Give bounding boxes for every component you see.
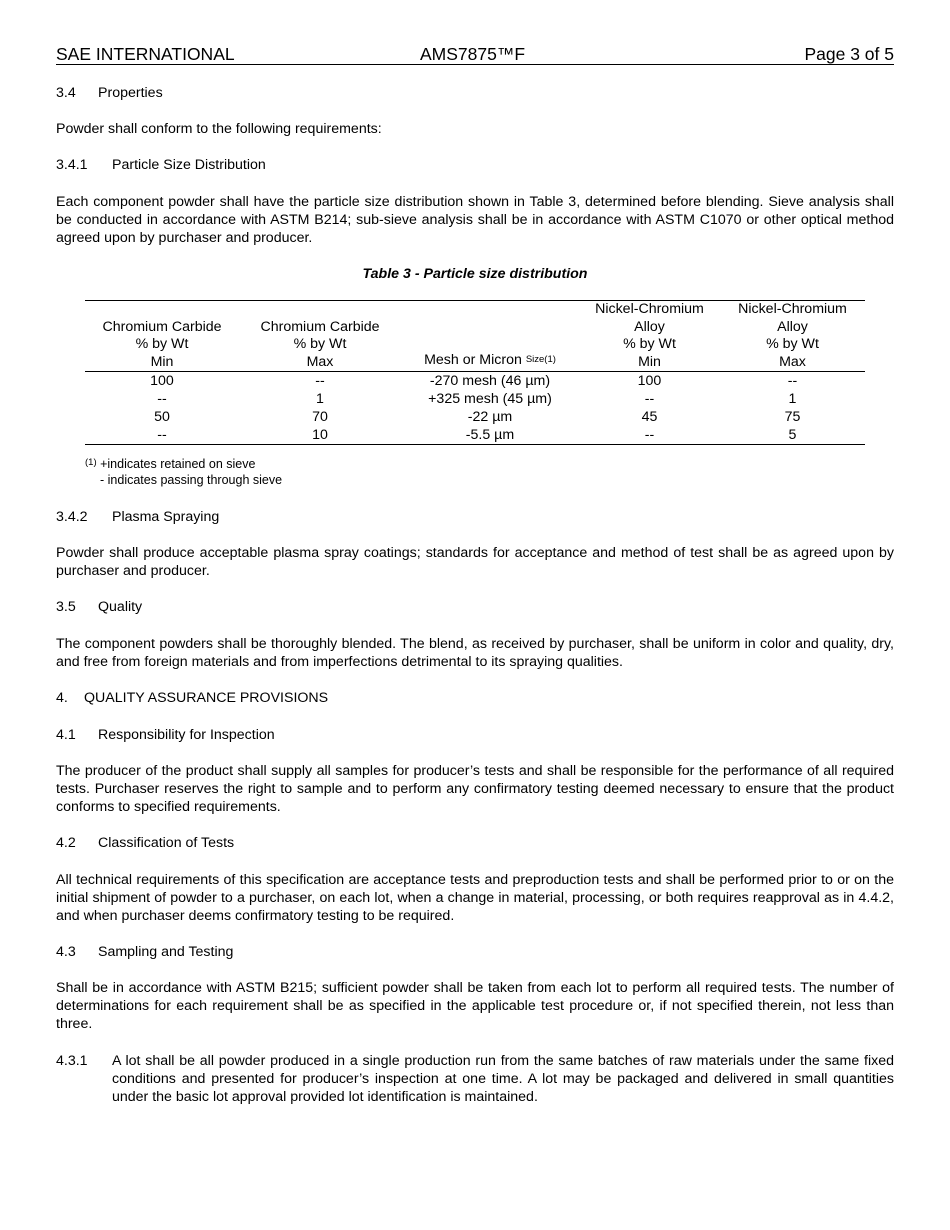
section-number: 3.4.2 bbox=[56, 509, 88, 525]
section-4-3-heading bbox=[56, 943, 894, 961]
table-row bbox=[85, 372, 865, 391]
header-line: Nickel-Chromium bbox=[738, 301, 847, 317]
header-line: Nickel-Chromium bbox=[595, 301, 704, 317]
paragraph: The producer of the product shall supply all samples for producer’s tests and shall be responsible for the performance of all required tests. Purchaser reserves the right to sample and to perform any confirmatory testing deemed necessary to ensure that the product conforms to specified requirements. bbox=[56, 763, 894, 815]
table-cell: -- bbox=[157, 391, 167, 407]
section-number: 4.3.1 bbox=[56, 1053, 88, 1069]
section-title: Classification of Tests bbox=[98, 835, 235, 851]
footnote-line bbox=[85, 456, 282, 472]
header-line: Max bbox=[306, 353, 334, 370]
header-line: Alloy bbox=[777, 318, 808, 335]
table-footnote bbox=[85, 456, 282, 488]
column-header bbox=[239, 301, 401, 372]
particle-size-table bbox=[85, 300, 865, 445]
section-number: 3.4 bbox=[56, 85, 76, 101]
table-cell: -- bbox=[787, 373, 798, 389]
table-cell: 5 bbox=[788, 427, 797, 443]
section-3-4-1-heading bbox=[56, 156, 894, 174]
paragraph: The component powders shall be thoroughly blended. The blend, as received by purchaser, shall be uniform in color and quality, dry, and free from foreign materials and from imperfections detrimental to its spraying qualities. bbox=[56, 636, 894, 670]
table-cell: 100 bbox=[150, 373, 174, 389]
footnote-text: +indicates retained on sieve bbox=[100, 457, 256, 471]
table-cell: 70 bbox=[312, 409, 328, 425]
section-4-1-heading bbox=[56, 726, 894, 744]
section-title: Responsibility for Inspection bbox=[98, 727, 275, 743]
section-title: QUALITY ASSURANCE PROVISIONS bbox=[84, 690, 329, 706]
column-header bbox=[579, 301, 720, 372]
section-title: Particle Size Distribution bbox=[112, 157, 266, 173]
table-cell: 1 bbox=[316, 391, 324, 407]
section-number: 4.1 bbox=[56, 727, 76, 743]
section-title: Plasma Spraying bbox=[112, 509, 220, 525]
section-3-5-heading bbox=[56, 598, 894, 616]
table-cell: 10 bbox=[312, 427, 328, 443]
section-number: 4.3 bbox=[56, 944, 76, 960]
section-title: Quality bbox=[98, 599, 143, 615]
section-4-2-heading bbox=[56, 834, 894, 852]
section-3-5-text bbox=[56, 635, 894, 671]
section-title: Properties bbox=[98, 85, 163, 101]
header-line: % by Wt bbox=[293, 336, 347, 352]
section-3-4-heading bbox=[56, 84, 894, 102]
section-4-heading bbox=[56, 689, 894, 707]
table-cell: -5.5 µm bbox=[465, 427, 515, 443]
table-caption: Table 3 - Particle size distribution bbox=[362, 266, 588, 282]
section-3-4-2-text bbox=[56, 544, 894, 580]
section-4-3-1 bbox=[56, 1052, 894, 1106]
column-header bbox=[720, 301, 865, 372]
table-header-row bbox=[85, 301, 865, 372]
page-header bbox=[56, 44, 894, 65]
column-header bbox=[85, 301, 239, 372]
table-cell: +325 mesh (45 µm) bbox=[428, 391, 552, 407]
table-row bbox=[85, 390, 865, 408]
paragraph: Each component powder shall have the particle size distribution shown in Table 3, determined before blending. Sieve analysis shall be conducted in accordance with ASTM B214; sub-sieve analysis shall be in accordance with ASTM C1070 or other optical method agreed upon by purchaser and producer. bbox=[56, 194, 894, 246]
table-cell: -270 mesh (46 µm) bbox=[429, 373, 551, 389]
table-cell: -- bbox=[644, 391, 655, 407]
paragraph: All technical requirements of this specification are acceptance tests and preproduction tests and shall be performed prior to or on the initial shipment of powder to a purchaser, on each lot, when a change in material, processing, or both requires reapproval as in 4.4.2, and when purchaser deems confirmatory testing to be required. bbox=[56, 872, 894, 924]
header-line: Max bbox=[779, 353, 806, 370]
table-row bbox=[85, 408, 865, 426]
table-cell: 45 bbox=[641, 409, 658, 425]
header-line: % by Wt bbox=[766, 336, 819, 352]
header-line: % by Wt bbox=[623, 336, 676, 352]
section-3-4-2-heading bbox=[56, 508, 894, 526]
header-line: Min bbox=[638, 353, 661, 370]
table-cell: 75 bbox=[784, 409, 801, 425]
header-line: Min bbox=[150, 353, 174, 370]
column-header bbox=[401, 301, 579, 372]
header-document-number: AMS7875™F bbox=[420, 44, 526, 64]
header-organization: SAE INTERNATIONAL bbox=[56, 44, 235, 64]
paragraph: A lot shall be all powder produced in a single production run from the same batches of raw materials under the same fixed conditions and presented for producer’s inspection at one time. A lot may be packaged and delivered in small quantities under the basic lot approval provided lot identification is maintained. bbox=[112, 1053, 894, 1105]
header-line: Alloy bbox=[634, 318, 665, 335]
header-line: Mesh or Micron bbox=[424, 351, 522, 368]
table-cell: -- bbox=[157, 427, 167, 443]
section-number: 3.4.1 bbox=[56, 157, 88, 173]
table-cell: 1 bbox=[788, 391, 797, 407]
section-3-4-text bbox=[56, 120, 894, 138]
section-title: Sampling and Testing bbox=[98, 944, 234, 960]
section-3-4-1-text bbox=[56, 193, 894, 247]
table-cell: -- bbox=[315, 373, 325, 389]
section-4-2-text bbox=[56, 871, 894, 925]
table-cell: 50 bbox=[154, 409, 170, 425]
header-line: % by Wt bbox=[135, 336, 189, 352]
table-cell: -22 µm bbox=[467, 409, 513, 425]
section-4-1-text bbox=[56, 762, 894, 816]
section-number: 4. bbox=[56, 690, 68, 706]
section-number: 3.5 bbox=[56, 599, 76, 615]
header-line: Chromium Carbide bbox=[102, 318, 222, 335]
paragraph: Shall be in accordance with ASTM B215; sufficient powder shall be taken from each lot to perform all required tests. The number of determinations for each requirement shall be as specified in the applicable test procedure or, if not specified therein, not less than three. bbox=[56, 980, 894, 1032]
table-cell: -- bbox=[644, 427, 655, 443]
footnote-reference: Size(1) bbox=[525, 353, 556, 365]
header-line: Chromium Carbide bbox=[260, 318, 380, 335]
section-4-3-text bbox=[56, 979, 894, 1033]
table-cell: 100 bbox=[637, 373, 662, 389]
footnote-mark: (1) bbox=[85, 457, 97, 468]
paragraph: Powder shall produce acceptable plasma spray coatings; standards for acceptance and method of test shall be as agreed upon by purchaser and producer. bbox=[56, 545, 894, 579]
table-row bbox=[85, 426, 865, 445]
section-number: 4.2 bbox=[56, 835, 76, 851]
paragraph: Powder shall conform to the following requirements: bbox=[56, 121, 382, 137]
footnote-line: - indicates passing through sieve bbox=[100, 473, 283, 487]
header-page-number: Page 3 of 5 bbox=[804, 44, 894, 64]
